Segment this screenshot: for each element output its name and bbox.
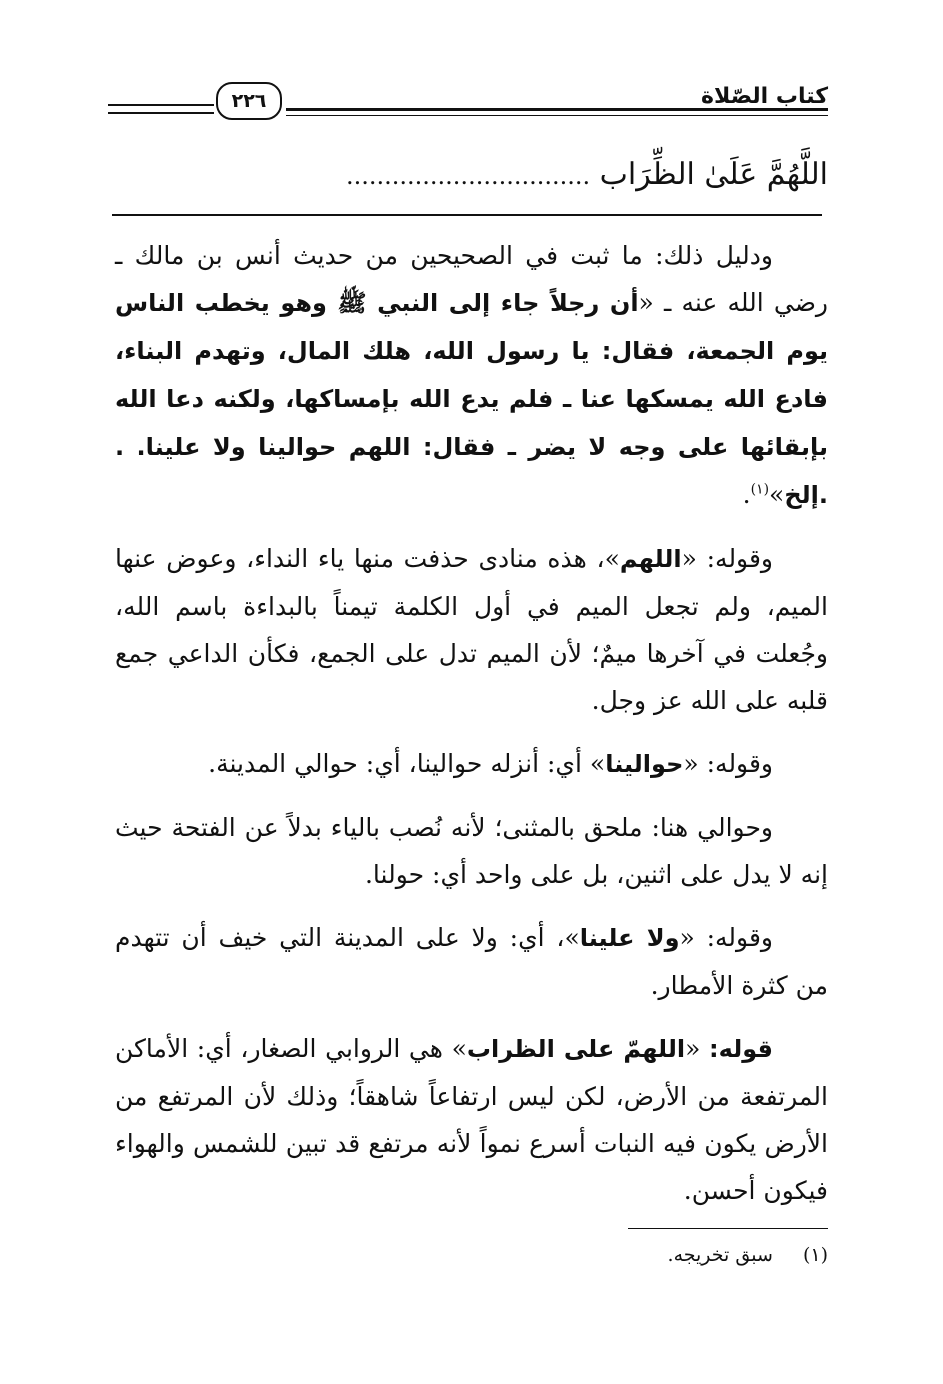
paragraph-5: [115, 914, 828, 1009]
header-left-double-rule: [108, 104, 214, 114]
footnote-rule: [628, 1228, 828, 1229]
page-number: ٢٢٦: [216, 82, 282, 120]
footnote-ref[interactable]: (١): [750, 481, 770, 498]
quote-close: »: [769, 480, 785, 509]
header-thin-rule: [286, 115, 828, 116]
paragraph-4: وحوالي هنا: ملحق بالمثنى؛ لأنه نُصب بالياء بدلاً عن الفتحة حيث إنه لا يدل على اثنين، بل على واحد أي: حولنا.: [115, 813, 828, 889]
paragraph-1-text: ودليل ذلك: ما ثبت في الصحيحين من حديث أنس بن مالك ـ رضي الله عنه ـ «: [115, 241, 828, 317]
paragraph-1-end: .: [742, 480, 751, 509]
section-heading: [113, 152, 828, 202]
paragraph-6-lead: قوله:: [709, 1035, 773, 1063]
paragraph-3-term: حوالينا: [605, 750, 684, 778]
footnote: [128, 1240, 828, 1270]
section-heading-dots: ................................: [346, 162, 591, 190]
hadith-quote: أن رجلاً جاء إلى النبي ﷺ وهو يخطب الناس يوم الجمعة، فقال: يا رسول الله، هلك المال، وتهدم البناء، فادع الله يمسكها عنا ـ فلم يدع الله بإمساكها، ولكنه دعا الله بإبقائها على وجه لا يضر ـ فقال: اللهم حوالينا ولا علينا. . .إلخ: [115, 289, 828, 509]
paragraph-6-term: اللهمّ على الظراب: [466, 1035, 686, 1063]
body-text: [115, 232, 828, 1230]
paragraph-2: [115, 535, 828, 724]
paragraph-2-open: وقوله: «: [681, 544, 773, 573]
paragraph-2-text: »، هذه منادى حذفت منها ياء النداء، وعوض عنها الميم، ولم تجعل الميم في أول الكلمة تيمناً بالبداءة باسم الله، وجُعلت في آخرها ميمٌ؛ لأن الميم تدل على الجمع، فكأن الداعي جمع قلبه على الله عز وجل.: [115, 544, 828, 715]
section-heading-text: اللَّهُمَّ عَلَىٰ الظِّرَاب: [599, 157, 828, 192]
paragraph-5-term: ولا علينا: [579, 924, 680, 952]
heading-rule: [112, 214, 822, 216]
paragraph-3: [115, 740, 828, 788]
footnote-number: (١): [802, 1244, 828, 1266]
paragraph-3-open: وقوله: «: [683, 749, 773, 778]
paragraph-6-text: » هي الروابي الصغار، أي: الأماكن المرتفعة من الأرض، لكن ليس ارتفاعاً شاهقاً؛ وذلك لأن المرتفع من الأرض يكون فيه النبات أسرع نمواً لأنه مرتفع قد تبين للشمس والهواء فيكون أحسن.: [115, 1034, 828, 1205]
paragraph-6: [115, 1025, 828, 1214]
footnote-text: سبق تخريجه.: [667, 1244, 773, 1266]
paragraph-2-term: اللهم: [619, 545, 682, 573]
paragraph-1: [115, 232, 828, 519]
book-title: كتاب الصّلاة: [701, 84, 828, 109]
paragraph-5-open: وقوله: «: [679, 923, 773, 952]
paragraph-6-open: «: [685, 1034, 710, 1063]
running-header: [108, 82, 828, 122]
paragraph-5-text: »، أي: ولا على المدينة التي خيف أن تتهدم من كثرة الأمطار.: [115, 923, 828, 1000]
paragraph-3-text: » أي: أنزله حوالينا، أي: حوالي المدينة.: [208, 749, 606, 778]
